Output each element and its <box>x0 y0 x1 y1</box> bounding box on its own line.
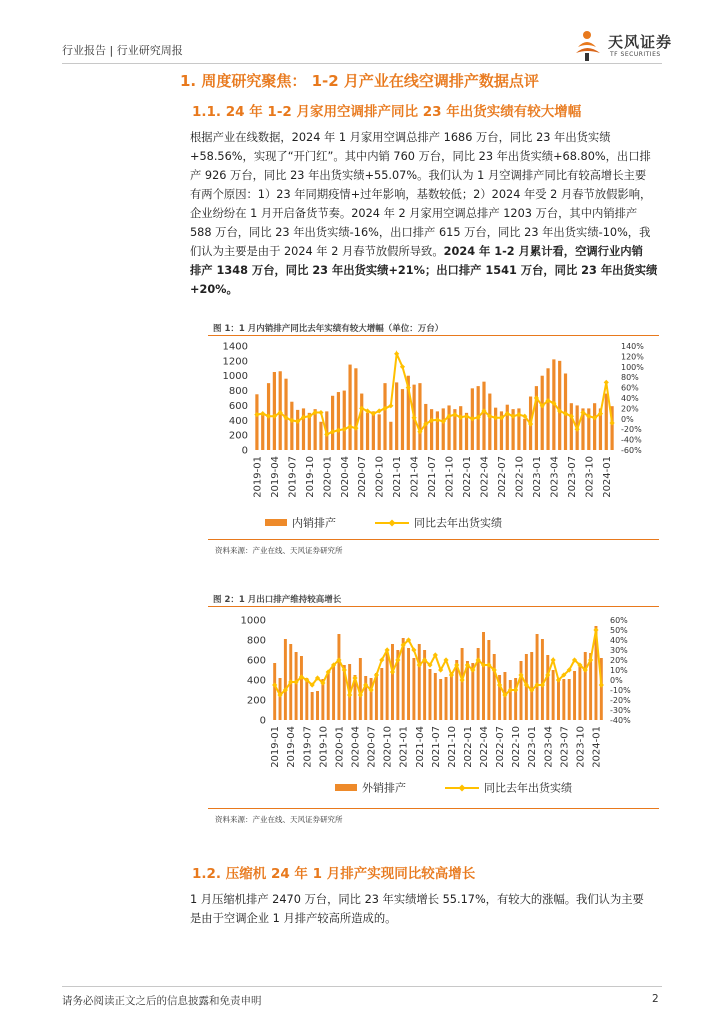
para1-line: 们认为主要是由于 2024 年 2 月春节放假所导致。 <box>190 245 444 258</box>
x-tick-label: 2021-10 <box>444 456 456 498</box>
chart-export <box>208 608 659 806</box>
x-tick-label: 2019-01 <box>252 456 264 498</box>
y-tick-label: 400 <box>228 415 248 427</box>
y2-tick-label: -60% <box>621 446 642 455</box>
y-tick-label: 800 <box>228 386 248 398</box>
y-tick-label: 400 <box>246 675 266 687</box>
x-tick-label: 2023-01 <box>527 726 539 768</box>
y2-tick-label: 30% <box>610 646 628 655</box>
y2-tick-label: 60% <box>621 383 639 393</box>
para1-line: 企业纷纷在 1 月开启备货节奏。2024 年 2 月家用空调总排产 1203 万台，其中内销排产 <box>190 207 638 220</box>
yoy-point <box>599 682 604 687</box>
para1-line: 588 万台，同比 23 年出货实绩-16%，出口排产 615 万台，同比 23 年出货实绩-10%，我 <box>190 226 651 239</box>
bar <box>482 382 485 450</box>
bar <box>536 634 539 720</box>
para1-line: +58.56%，实现了“开门红”。其中内销 760 万台，同比 23 年出货实绩+68.80%，出口排 <box>190 150 651 163</box>
para1-bold-line <box>190 261 664 280</box>
bar <box>530 652 533 720</box>
bar <box>383 383 386 450</box>
bar <box>305 678 308 720</box>
bar <box>337 634 340 720</box>
x-tick-label: 2019-04 <box>269 456 281 498</box>
y2-tick-label: -30% <box>610 706 631 715</box>
x-tick-label: 2024-01 <box>591 726 603 768</box>
x-tick-label: 2021-07 <box>427 456 439 498</box>
bar <box>302 408 305 450</box>
yoy-point <box>406 385 411 390</box>
x-tick-label: 2019-04 <box>286 726 298 768</box>
y2-tick-label: 120% <box>621 352 644 362</box>
x-tick-label: 2020-04 <box>350 726 362 768</box>
bar <box>261 414 264 450</box>
bar <box>558 361 561 450</box>
yoy-point <box>254 412 259 417</box>
yoy-point <box>374 672 379 677</box>
paragraph-2 <box>190 890 664 928</box>
x-tick-label: 2020-01 <box>322 456 334 498</box>
bar <box>459 406 462 450</box>
y-tick-label: 600 <box>228 400 248 412</box>
yoy-point <box>459 677 464 682</box>
header-category: 行业报告 | 行业研究周报 <box>62 44 183 57</box>
para1-line: 根据产业在线数据，2024 年 1 月家用空调总排产 1686 万台，同比 23 年出货实绩 <box>190 131 611 144</box>
yoy-point <box>513 687 518 692</box>
bar <box>311 692 314 720</box>
yoy-point <box>353 426 358 431</box>
bar <box>407 648 410 720</box>
bar <box>255 394 258 450</box>
x-tick-label: 2024-01 <box>601 456 613 498</box>
x-tick-label: 2022-07 <box>495 726 507 768</box>
bar <box>482 632 485 720</box>
figure2-source: 资料来源：产业在线、天风证券研究所 <box>215 815 343 824</box>
x-tick-label: 2023-10 <box>584 456 596 498</box>
bar <box>461 648 464 720</box>
x-tick-label: 2021-01 <box>392 456 404 498</box>
x-tick-label: 2021-07 <box>430 726 442 768</box>
y2-tick-label: 80% <box>621 373 639 383</box>
bar <box>578 664 581 720</box>
subsection-heading-1-1: 1.1. 24 年 1-2 月家用空调排产同比 23 年出货实绩有较大增幅 <box>192 104 582 120</box>
bar <box>436 411 439 450</box>
logo <box>570 27 680 63</box>
bar <box>442 408 445 450</box>
bar <box>343 391 346 450</box>
yoy-point <box>551 657 556 662</box>
bar <box>434 673 437 720</box>
y2-tick-label: 50% <box>610 626 628 635</box>
yoy-point <box>593 627 598 632</box>
legend-line-marker <box>459 785 466 792</box>
bar <box>439 679 442 720</box>
x-tick-label: 2021-10 <box>446 726 458 768</box>
y-tick-label: 1400 <box>222 341 248 353</box>
bar <box>487 640 490 720</box>
bar <box>337 392 340 450</box>
bar <box>389 422 392 450</box>
bar <box>418 644 421 720</box>
bar <box>541 376 544 450</box>
para1-bold-line <box>190 280 664 299</box>
legend-line-label: 同比去年出货实绩 <box>414 516 502 530</box>
bar <box>372 411 375 450</box>
yoy-point <box>347 692 352 697</box>
bar <box>509 680 512 720</box>
x-tick-label: 2019-10 <box>318 726 330 768</box>
logo-name-en: TF SECURITIES <box>610 51 661 58</box>
y2-tick-label: 40% <box>610 636 628 645</box>
bar <box>366 413 369 450</box>
para1-line: 有两个原因：1）23 年同期疫情+过年影响，基数较低；2）2024 年受 2 月春节放假影响， <box>190 188 652 201</box>
para1-line-mixed <box>190 242 664 261</box>
figure1-source: 资料来源：产业在线、天风证券研究所 <box>215 546 343 555</box>
x-tick-label: 2023-01 <box>531 456 543 498</box>
yoy-point <box>318 410 323 415</box>
bar <box>605 394 608 450</box>
x-tick-label: 2020-07 <box>366 726 378 768</box>
y-tick-label: 1000 <box>222 371 248 383</box>
bar <box>290 402 293 450</box>
bar <box>314 409 317 450</box>
y2-tick-label: -40% <box>621 435 642 445</box>
bar <box>573 671 576 720</box>
bar <box>445 677 448 720</box>
yoy-point <box>604 380 609 385</box>
figure2-title: 图 2：1 月出口排产维持较高增长 <box>213 595 342 605</box>
yoy-point <box>493 415 498 420</box>
page-number: 2 <box>652 993 659 1005</box>
yoy-point <box>352 675 357 680</box>
bar <box>562 679 565 720</box>
header-divider <box>62 63 662 64</box>
bar <box>273 372 276 450</box>
x-tick-label: 2020-04 <box>339 456 351 498</box>
y2-tick-label: 40% <box>621 394 639 403</box>
x-tick-label: 2023-10 <box>575 726 587 768</box>
bar <box>331 396 334 450</box>
x-tick-label: 2019-01 <box>270 726 282 768</box>
x-tick-label: 2023-07 <box>559 726 571 768</box>
legend-bar-swatch <box>265 519 287 526</box>
bar <box>391 644 394 720</box>
bar <box>430 409 433 450</box>
bar <box>570 403 573 450</box>
bar <box>523 419 526 450</box>
y2-tick-label: 20% <box>610 656 628 665</box>
figure2-top-rule <box>208 606 659 607</box>
bar <box>395 382 398 450</box>
bar <box>541 639 544 720</box>
x-tick-label: 2023-04 <box>549 456 561 498</box>
figure1-title: 图 1：1 月内销排产同比去年实绩有较大增幅（单位：万台） <box>213 324 444 334</box>
subsection-heading-1-2: 1.2. 压缩机 24 年 1 月排产实现同比较高增长 <box>192 866 476 882</box>
y2-tick-label: -40% <box>610 716 631 725</box>
y2-tick-label: 100% <box>621 362 644 372</box>
bar <box>401 389 404 450</box>
x-tick-label: 2019-07 <box>302 726 314 768</box>
para1-bold: +20%。 <box>190 283 238 296</box>
x-tick-label: 2021-01 <box>398 726 410 768</box>
y2-tick-label: 10% <box>610 666 628 675</box>
bar <box>557 678 560 720</box>
legend-line-label: 同比去年出货实绩 <box>484 781 572 795</box>
x-tick-label: 2019-10 <box>304 456 316 498</box>
x-tick-label: 2020-07 <box>357 456 369 498</box>
bar <box>412 658 415 720</box>
y-tick-label: 800 <box>246 635 266 647</box>
bar <box>493 654 496 720</box>
para2-line: 是由于空调企业 1 月排产较高所造成的。 <box>190 912 397 925</box>
bar <box>568 679 571 720</box>
logo-name-cn: 天风证券 <box>608 33 673 51</box>
y-tick-label: 0 <box>259 715 266 727</box>
x-tick-label: 2022-10 <box>511 726 523 768</box>
bar <box>348 365 351 450</box>
x-tick-label: 2021-04 <box>409 456 421 498</box>
x-tick-label: 2019-07 <box>287 456 299 498</box>
y2-tick-label: 60% <box>610 616 628 625</box>
yoy-point <box>336 428 341 433</box>
bar <box>295 652 298 720</box>
y-tick-label: 0 <box>241 445 248 457</box>
x-tick-label: 2020-10 <box>374 456 386 498</box>
x-tick-label: 2022-01 <box>462 456 474 498</box>
para1-line: 产 926 万台，同比 23 年出货实绩+55.07%。我们认为 1 月空调排产同比有较高增长主要 <box>190 169 647 182</box>
x-tick-label: 2022-04 <box>479 456 491 498</box>
y-tick-label: 1200 <box>222 356 248 368</box>
bar <box>428 669 431 720</box>
yoy-point <box>609 420 614 425</box>
y2-tick-label: 0% <box>610 676 623 685</box>
bar <box>584 652 587 720</box>
chart-domestic <box>208 337 659 537</box>
footer-divider <box>62 986 662 987</box>
y-tick-label: 600 <box>246 655 266 667</box>
yoy-point <box>516 412 521 417</box>
bar <box>273 663 276 720</box>
bar <box>284 639 287 720</box>
legend-bar-label: 外销排产 <box>362 781 406 795</box>
bar <box>284 379 287 450</box>
bar <box>332 664 335 720</box>
bar <box>552 670 555 720</box>
x-tick-label: 2023-04 <box>543 726 555 768</box>
y2-tick-label: 20% <box>621 404 639 414</box>
bar <box>494 408 497 450</box>
bar <box>327 673 330 720</box>
bar <box>418 383 421 450</box>
logo-icon <box>570 27 606 63</box>
footer-disclaimer: 请务必阅读正文之后的信息披露和免责申明 <box>62 995 262 1007</box>
para1-bold: 排产 1348 万台，同比 23 年出货实绩+21%；出口排产 1541 万台，同比 23 年出货实绩 <box>190 264 658 277</box>
x-tick-label: 2020-01 <box>334 726 346 768</box>
y-tick-label: 200 <box>246 695 266 707</box>
figure1-top-rule <box>208 335 659 336</box>
bar <box>447 405 450 450</box>
bar <box>316 691 319 720</box>
x-tick-label: 2021-04 <box>414 726 426 768</box>
bar <box>319 422 322 450</box>
section-heading-1: 1. 周度研究聚焦： 1-2 月产业在线空调排产数据点评 <box>180 72 539 90</box>
x-tick-label: 2022-10 <box>514 456 526 498</box>
y2-tick-label: 0% <box>621 414 634 424</box>
bar <box>386 653 389 720</box>
legend-bar-swatch <box>335 784 357 791</box>
bar <box>380 668 383 720</box>
x-tick-label: 2022-07 <box>496 456 508 498</box>
bar <box>520 661 523 720</box>
legend-line-marker <box>389 520 396 527</box>
bar <box>546 655 549 720</box>
para2-line: 1 月压缩机排产 2470 万台，同比 23 年实绩增长 55.17%，有较大的涨幅。我们认为主要 <box>190 893 644 906</box>
paragraph-1 <box>190 128 664 299</box>
figure1-bottom-rule <box>208 539 659 540</box>
y-tick-label: 200 <box>228 430 248 442</box>
y-tick-label: 1000 <box>240 615 266 627</box>
y2-tick-label: -20% <box>610 696 631 705</box>
bar <box>450 672 453 720</box>
legend-bar-label: 内销排产 <box>292 516 336 530</box>
bar <box>378 414 381 450</box>
figure2-bottom-rule <box>208 808 659 809</box>
bar <box>488 394 491 450</box>
bar <box>593 403 596 450</box>
y2-tick-label: -20% <box>621 425 642 435</box>
yoy-point <box>435 417 440 422</box>
y2-tick-label: -10% <box>610 686 631 695</box>
bar <box>354 368 357 450</box>
bar <box>296 410 299 450</box>
bar <box>279 678 282 720</box>
para1-bold: 2024 年 1-2 月累计看，空调行业内销 <box>443 245 643 258</box>
x-tick-label: 2022-04 <box>479 726 491 768</box>
y2-tick-label: 140% <box>621 342 644 351</box>
x-tick-label: 2023-07 <box>566 456 578 498</box>
bar <box>300 656 303 720</box>
bar <box>360 394 363 450</box>
x-tick-label: 2020-10 <box>382 726 394 768</box>
x-tick-label: 2022-01 <box>462 726 474 768</box>
bar <box>546 368 549 450</box>
